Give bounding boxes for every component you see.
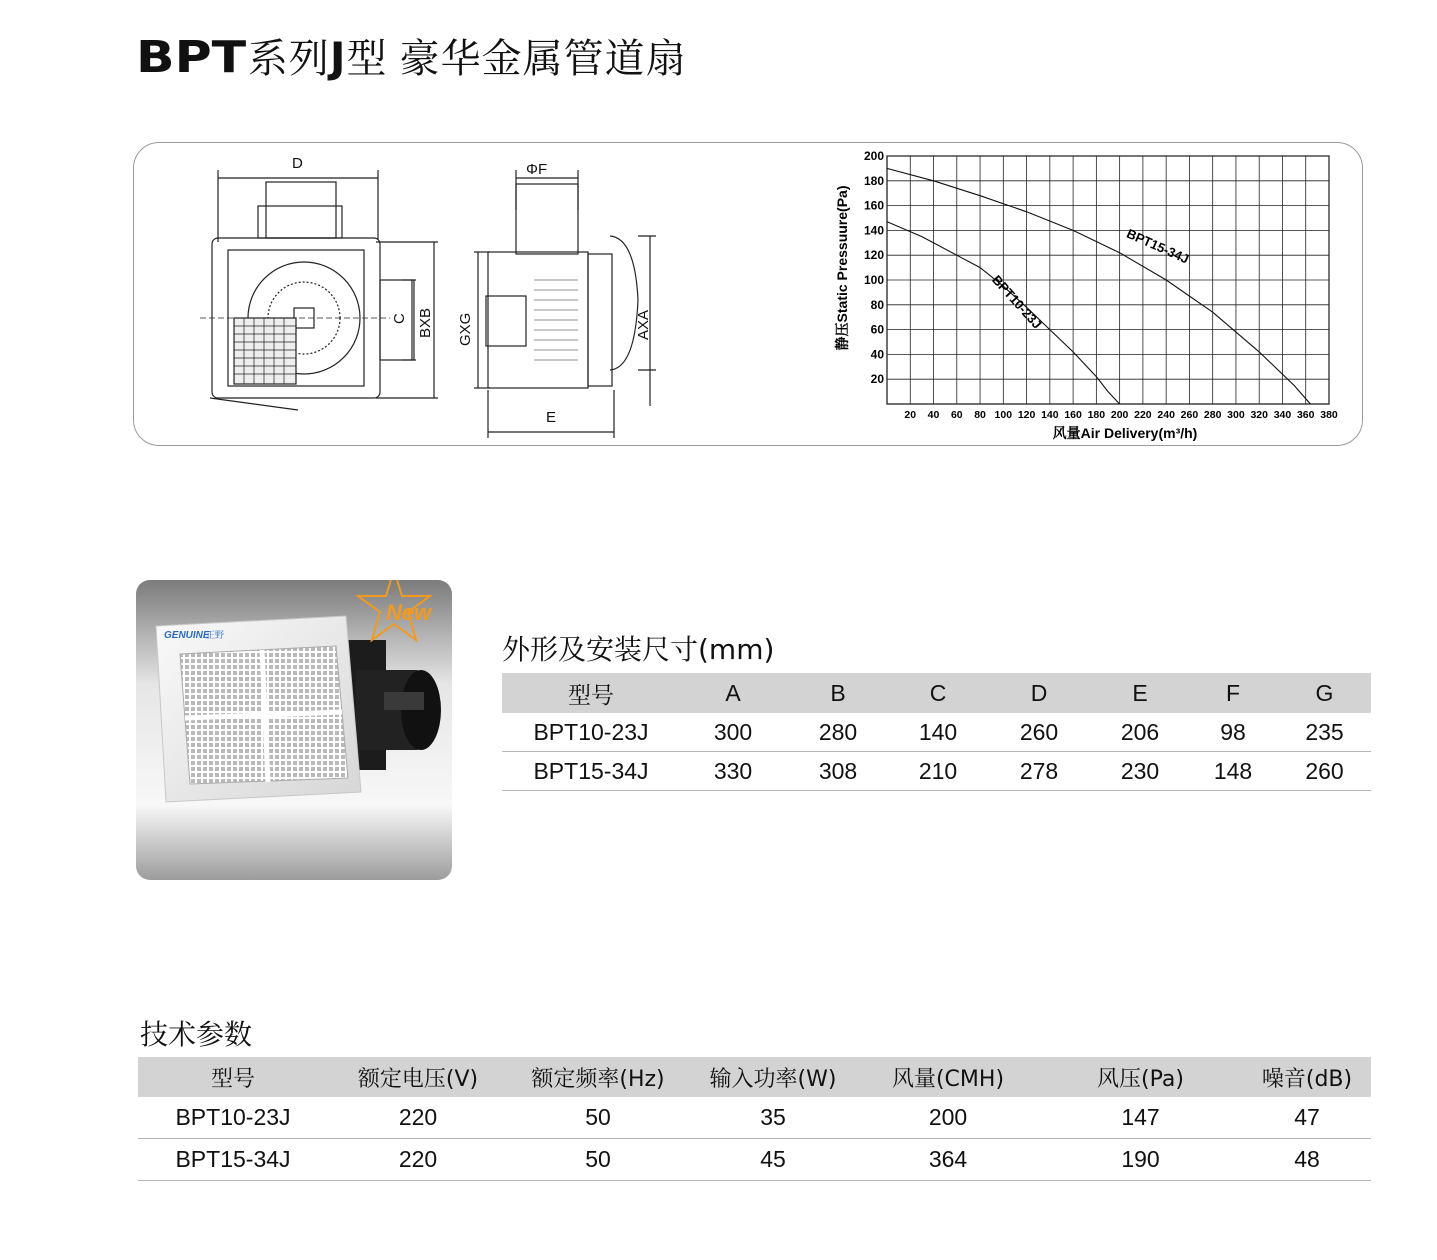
chart-lines <box>887 168 1310 404</box>
table-cell: 48 <box>1243 1139 1371 1181</box>
dimensions-table <box>502 673 1371 791</box>
page-title <box>136 34 687 83</box>
table-cell: BPT15-34J <box>138 1139 328 1181</box>
table-cell: 50 <box>508 1097 688 1139</box>
x-tick-label: 120 <box>1017 409 1036 421</box>
x-tick-label: 100 <box>994 409 1013 421</box>
x-tick-label: 40 <box>927 409 940 421</box>
dimensions-header-row <box>502 673 1371 713</box>
x-tick-label: 380 <box>1320 409 1338 421</box>
y-tick-label: 40 <box>870 347 884 362</box>
table-cell: 147 <box>1038 1097 1243 1139</box>
chart-x-label: 风量Air Delivery(m³/h) <box>1052 425 1198 441</box>
photo-brand-logo: GENUINE <box>164 630 210 641</box>
x-tick-label: 160 <box>1064 409 1082 421</box>
table-cell: 210 <box>890 752 986 791</box>
col-header: G <box>1278 673 1371 713</box>
col-header: A <box>680 673 786 713</box>
label-e: E <box>546 409 557 426</box>
table-cell: 35 <box>688 1097 858 1139</box>
label-gxg: GXG <box>457 312 474 346</box>
col-header: 型号 <box>138 1057 328 1097</box>
table-cell: 190 <box>1038 1139 1243 1181</box>
table-cell: 330 <box>680 752 786 791</box>
tech-header-row <box>138 1057 1371 1097</box>
y-tick-label: 140 <box>863 223 884 238</box>
table-cell: 98 <box>1188 713 1278 752</box>
x-tick-label: 360 <box>1296 409 1315 421</box>
performance-chart <box>825 148 1355 448</box>
table-cell: BPT15-34J <box>502 752 680 791</box>
table-row <box>138 1097 1371 1139</box>
y-tick-label: 200 <box>863 149 884 163</box>
col-header: 型号 <box>502 673 680 713</box>
y-tick-label: 100 <box>863 273 884 287</box>
technical-drawings <box>190 150 660 440</box>
new-badge: New <box>386 600 432 625</box>
label-d: D <box>292 155 303 172</box>
col-header: F <box>1188 673 1278 713</box>
y-tick-label: 20 <box>870 372 884 387</box>
dimensions-title: 外形及安装尺寸(mm) <box>502 633 775 666</box>
table-cell: 235 <box>1278 713 1371 752</box>
table-row <box>502 752 1371 791</box>
table-cell: 50 <box>508 1139 688 1181</box>
table-cell: 300 <box>680 713 786 752</box>
series-label: BPT10-23J <box>989 272 1045 332</box>
y-tick-label: 120 <box>863 248 884 263</box>
title-type: 型 <box>346 37 388 81</box>
col-header: C <box>890 673 986 713</box>
label-bxb: BXB <box>417 307 434 338</box>
label-phi-f: ΦF <box>526 161 548 178</box>
y-tick-label: 180 <box>863 173 884 188</box>
x-tick-label: 200 <box>1110 409 1129 421</box>
series-line-bpt15-34j <box>887 168 1310 404</box>
product-photo <box>136 580 452 880</box>
col-header: 输入功率(W) <box>688 1057 858 1097</box>
tech-params-title: 技术参数 <box>140 1018 253 1051</box>
table-cell: 47 <box>1243 1097 1371 1139</box>
chart-y-label: 静压Static Pressuure(Pa) <box>834 185 850 351</box>
x-tick-label: 320 <box>1250 409 1268 421</box>
title-model-letter: J <box>329 33 347 82</box>
table-cell: 220 <box>328 1139 508 1181</box>
photo-brand-cn: 正野 <box>206 631 225 641</box>
y-tick-label: 80 <box>870 297 884 312</box>
table-cell: 45 <box>688 1139 858 1181</box>
x-tick-label: 260 <box>1180 409 1199 421</box>
table-cell: 140 <box>890 713 986 752</box>
col-header: B <box>786 673 890 713</box>
label-c: C <box>391 313 408 324</box>
x-tick-label: 180 <box>1087 409 1106 421</box>
x-tick-label: 20 <box>904 409 917 421</box>
chart-grid <box>887 156 1329 404</box>
title-brand: BPT <box>136 32 247 83</box>
x-tick-label: 80 <box>974 409 986 421</box>
table-cell: 308 <box>786 752 890 791</box>
table-cell: 200 <box>858 1097 1038 1139</box>
x-tick-label: 220 <box>1134 409 1152 421</box>
x-tick-label: 60 <box>950 409 963 421</box>
y-tick-label: 60 <box>870 322 884 337</box>
col-header: 额定电压(V) <box>328 1057 508 1097</box>
table-cell: 278 <box>986 752 1092 791</box>
col-header: 风压(Pa) <box>1038 1057 1243 1097</box>
table-cell: 206 <box>1092 713 1188 752</box>
title-series: 系列 <box>247 37 330 81</box>
col-header: E <box>1092 673 1188 713</box>
table-cell: 260 <box>1278 752 1371 791</box>
table-cell: 220 <box>328 1097 508 1139</box>
col-header: D <box>986 673 1092 713</box>
side-view-drawing <box>474 170 656 438</box>
table-cell: 260 <box>986 713 1092 752</box>
table-row <box>138 1139 1371 1181</box>
y-tick-label: 160 <box>863 198 884 213</box>
table-cell: BPT10-23J <box>502 713 680 752</box>
table-cell: BPT10-23J <box>138 1097 328 1139</box>
x-tick-label: 300 <box>1227 409 1245 421</box>
chart-ticks <box>864 149 1338 421</box>
x-tick-label: 340 <box>1273 409 1292 421</box>
table-cell: 148 <box>1188 752 1278 791</box>
col-header: 风量(CMH) <box>858 1057 1038 1097</box>
x-tick-label: 280 <box>1203 409 1222 421</box>
front-view-drawing <box>200 170 438 410</box>
x-tick-label: 240 <box>1157 409 1175 421</box>
col-header: 噪音(dB) <box>1243 1057 1371 1097</box>
tech-params-table <box>138 1057 1371 1181</box>
col-header: 额定频率(Hz) <box>508 1057 688 1097</box>
table-cell: 230 <box>1092 752 1188 791</box>
table-cell: 280 <box>786 713 890 752</box>
label-axa: AXA <box>635 309 652 340</box>
series-label: BPT15-34J <box>1124 225 1192 267</box>
title-product: 豪华金属管道扇 <box>399 37 687 81</box>
x-tick-label: 140 <box>1041 409 1059 421</box>
table-cell: 364 <box>858 1139 1038 1181</box>
table-row <box>502 713 1371 752</box>
